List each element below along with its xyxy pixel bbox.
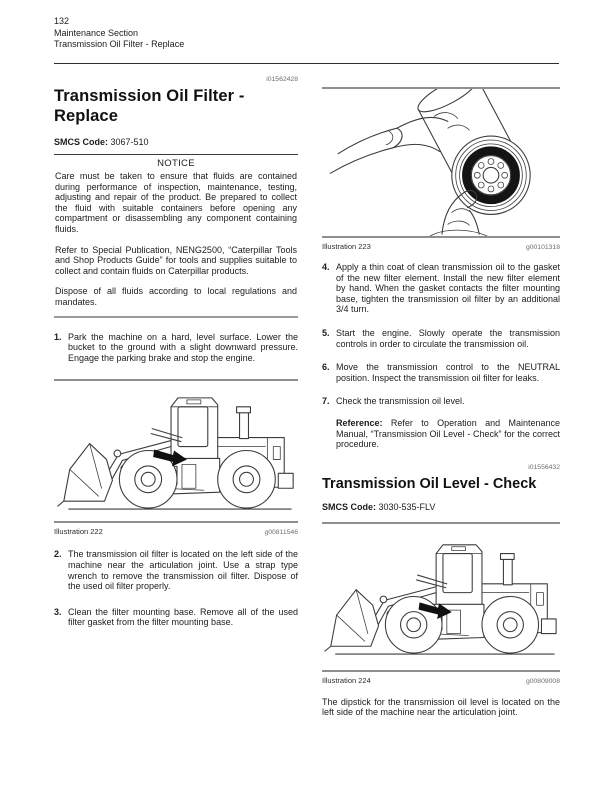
step-text: Apply a thin coat of clean transmission oil to the gasket of the new filter element. Install the new filter element by hand. When the gasket contacts the filter mounting base, tighten the transmission oil filter by an additional 3/4 turn.: [336, 262, 560, 315]
figure-frame: [322, 87, 560, 238]
step-6: [322, 362, 560, 383]
step-number: 6.: [322, 362, 330, 373]
header-subsection: Transmission Oil Filter - Replace: [54, 39, 185, 49]
figure-caption: Illustration 223: [322, 242, 371, 251]
step-3: [54, 607, 298, 628]
notice-paragraph: Care must be taken to ensure that fluids are contained during performance of inspection, maintenance, testing, adjusting and repair of the product. Be prepared to collect the fluid with suitable containers before opening any compartment or disassembling any component containing fluids.: [55, 171, 297, 234]
doc-id: i01562428: [266, 76, 298, 83]
step-number: 2.: [54, 549, 62, 560]
smcs-value: 3067-510: [108, 137, 149, 147]
step-text: Park the machine on a hard, level surface. Lower the bucket to the ground with a slight downward pressure. Engage the parking brake and stop the engine.: [68, 331, 298, 363]
doc-id: i01556432: [528, 463, 560, 471]
step-number: 3.: [54, 606, 62, 617]
closing-paragraph: The dipstick for the transmission oil level is located on the left side of the machine near the articulation joint.: [322, 696, 560, 718]
step-text: The transmission oil filter is located on the left side of the machine near the articulation joint. Use a strap type wrench to remove the transmission oil filter. Dispose of the used oil filter properly.: [68, 549, 298, 592]
left-column: [54, 76, 298, 628]
figure-caption: Illustration 222: [54, 527, 103, 537]
step-number: 1.: [54, 331, 62, 342]
step-2: [54, 549, 298, 591]
running-header: [54, 16, 558, 51]
wheel-loader-line-art: [54, 381, 298, 521]
right-column: [322, 76, 560, 727]
reference-note: [336, 418, 560, 450]
step-text: Move the transmission control to the NEUTRAL position. Inspect the transmission oil filter for leaks.: [336, 362, 560, 383]
notice-paragraph: Refer to Special Publication, NENG2500, “Caterpillar Tools and Shop Products Guide” for tools and supplies suitable to collect and contain fluids on Caterpillar products.: [55, 244, 297, 276]
smcs-code-line: [54, 137, 298, 147]
figure-frame: [322, 522, 560, 672]
figure-frame: [54, 379, 298, 523]
step-number: 5.: [322, 327, 330, 338]
header-section: Maintenance Section: [54, 27, 139, 38]
figure-222: [54, 379, 298, 536]
figure-id: g00811546: [264, 529, 298, 537]
step-1: [54, 332, 298, 364]
notice-box: [54, 154, 298, 318]
step-number: 7.: [322, 396, 330, 407]
notice-paragraph: Dispose of all fluids according to local regulations and mandates.: [55, 286, 297, 307]
step-7: [322, 396, 560, 407]
reference-text: Refer to Operation and Maintenance Manual, “Transmission Oil Level - Check” for the correct procedure.: [336, 417, 560, 450]
wheel-loader-line-art: [322, 524, 560, 670]
figure-223: [322, 87, 560, 251]
figure-id: g00809008: [525, 677, 560, 685]
step-text: Start the engine. Slowly operate the transmission controls in order to circulate the transmission oil.: [336, 327, 560, 349]
step-5: [322, 328, 560, 349]
smcs-value: 3030-535-FLV: [376, 501, 436, 512]
figure-224: [322, 522, 560, 685]
header-rule: [54, 63, 559, 64]
reference-label: Reference:: [336, 417, 383, 428]
figure-id: g00101318: [525, 244, 560, 251]
page-title: Transmission Oil Filter - Replace: [54, 87, 245, 125]
step-4: [322, 262, 560, 315]
figure-caption: Illustration 224: [322, 675, 371, 685]
smcs-code-line: [322, 502, 560, 512]
step-number: 4.: [322, 262, 330, 272]
page-number: 132: [54, 16, 70, 26]
section-title: Transmission Oil Level - Check: [322, 475, 537, 492]
notice-label: NOTICE: [157, 158, 195, 169]
smcs-label: SMCS Code:: [54, 137, 108, 147]
oil-filter-hands-line-art: [322, 89, 560, 236]
step-text: Clean the filter mounting base. Remove all of the used filter gasket from the filter mounting base.: [68, 606, 298, 628]
smcs-label: SMCS Code:: [322, 501, 376, 512]
step-text: Check the transmission oil level.: [336, 396, 465, 407]
